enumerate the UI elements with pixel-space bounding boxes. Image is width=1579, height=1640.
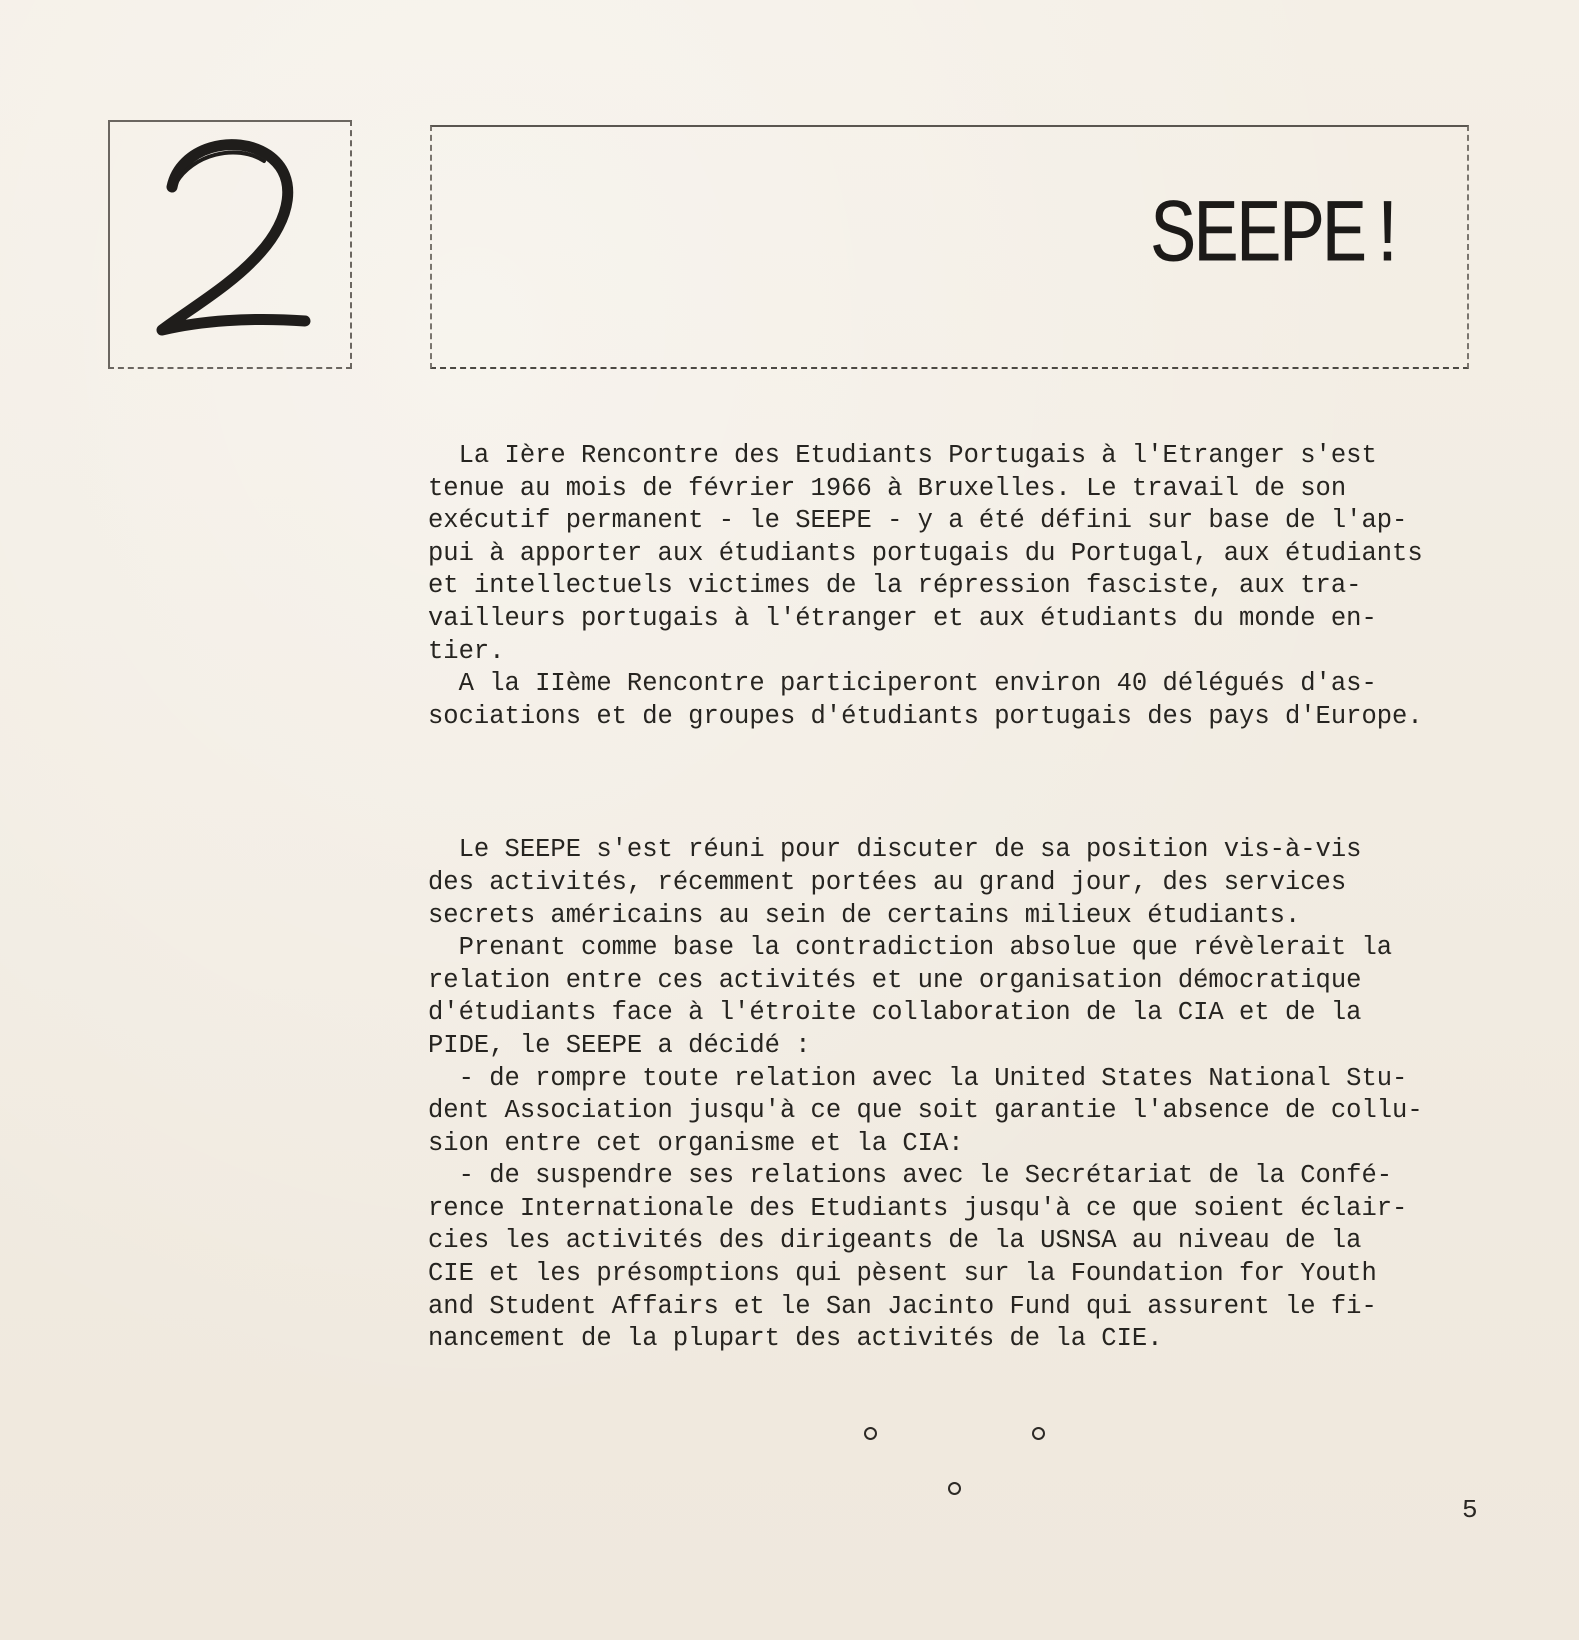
handwritten-number [140, 125, 320, 350]
text-line: pui à apporter aux étudiants portugais du Portugal, aux étudiants [428, 538, 1423, 568]
section-end-ornament [860, 1427, 1080, 1507]
text-line: rence Internationale des Etudiants jusqu'à ce que soient éclair- [428, 1193, 1408, 1223]
circle-ornament-icon [864, 1427, 877, 1440]
text-line: secrets américains au sein de certains milieux étudiants. [428, 900, 1301, 930]
text-line: relation entre ces activités et une organisation démocratique [428, 965, 1362, 995]
text-line: - de rompre toute relation avec la United States National Stu- [428, 1063, 1408, 1093]
page-number: 5 [1462, 1495, 1478, 1525]
text-line: dent Association jusqu'à ce que soit garantie l'absence de collu- [428, 1096, 1423, 1126]
text-line: - de suspendre ses relations avec le Secrétariat de la Confé- [428, 1161, 1393, 1191]
circle-ornament-icon [1032, 1427, 1045, 1440]
text-line: PIDE, le SEEPE a décidé : [428, 1030, 811, 1060]
text-line: and Student Affairs et le San Jacinto Fund qui assurent le fi- [428, 1291, 1377, 1321]
text-line: exécutif permanent - le SEEPE - y a été défini sur base de l'ap- [428, 506, 1408, 536]
text-line: La Ière Rencontre des Etudiants Portugais à l'Etranger s'est [428, 441, 1377, 470]
text-line: Le SEEPE s'est réuni pour discuter de sa position vis-à-vis [428, 835, 1362, 865]
text-line: CIE et les présomptions qui pèsent sur la Foundation for Youth [428, 1259, 1377, 1289]
paragraph-1 [428, 440, 1558, 668]
text-line: et intellectuels victimes de la répression fasciste, aux tra- [428, 571, 1362, 601]
article-body [428, 440, 1558, 1356]
circle-ornament-icon [948, 1482, 961, 1495]
paragraph-3 [428, 834, 1558, 1356]
text-line: d'étudiants face à l'étroite collaboration de la CIA et de la [428, 998, 1362, 1028]
text-line: tier. [428, 636, 505, 666]
text-line: vailleurs portugais à l'étranger et aux étudiants du monde en- [428, 603, 1377, 633]
text-line: Prenant comme base la contradiction absolue que révèlerait la [428, 933, 1393, 963]
text-line: sociations et de groupes d'étudiants portugais des pays d'Europe. [428, 701, 1423, 731]
paragraph-2 [428, 668, 1558, 733]
page-title: SEEPE! [1150, 187, 1407, 289]
text-line: nancement de la plupart des activités de la CIE. [428, 1324, 1163, 1354]
text-line: A la IIème Rencontre participeront environ 40 délégués d'as- [428, 669, 1377, 699]
title-box [430, 125, 1469, 369]
text-line: sion entre cet organisme et la CIA: [428, 1128, 964, 1158]
paragraph-spacer [428, 733, 1558, 834]
text-line: des activités, récemment portées au grand jour, des services [428, 867, 1347, 897]
text-line: tenue au mois de février 1966 à Bruxelles. Le travail de son [428, 473, 1347, 503]
text-line: cies les activités des dirigeants de la USNSA au niveau de la [428, 1226, 1362, 1256]
